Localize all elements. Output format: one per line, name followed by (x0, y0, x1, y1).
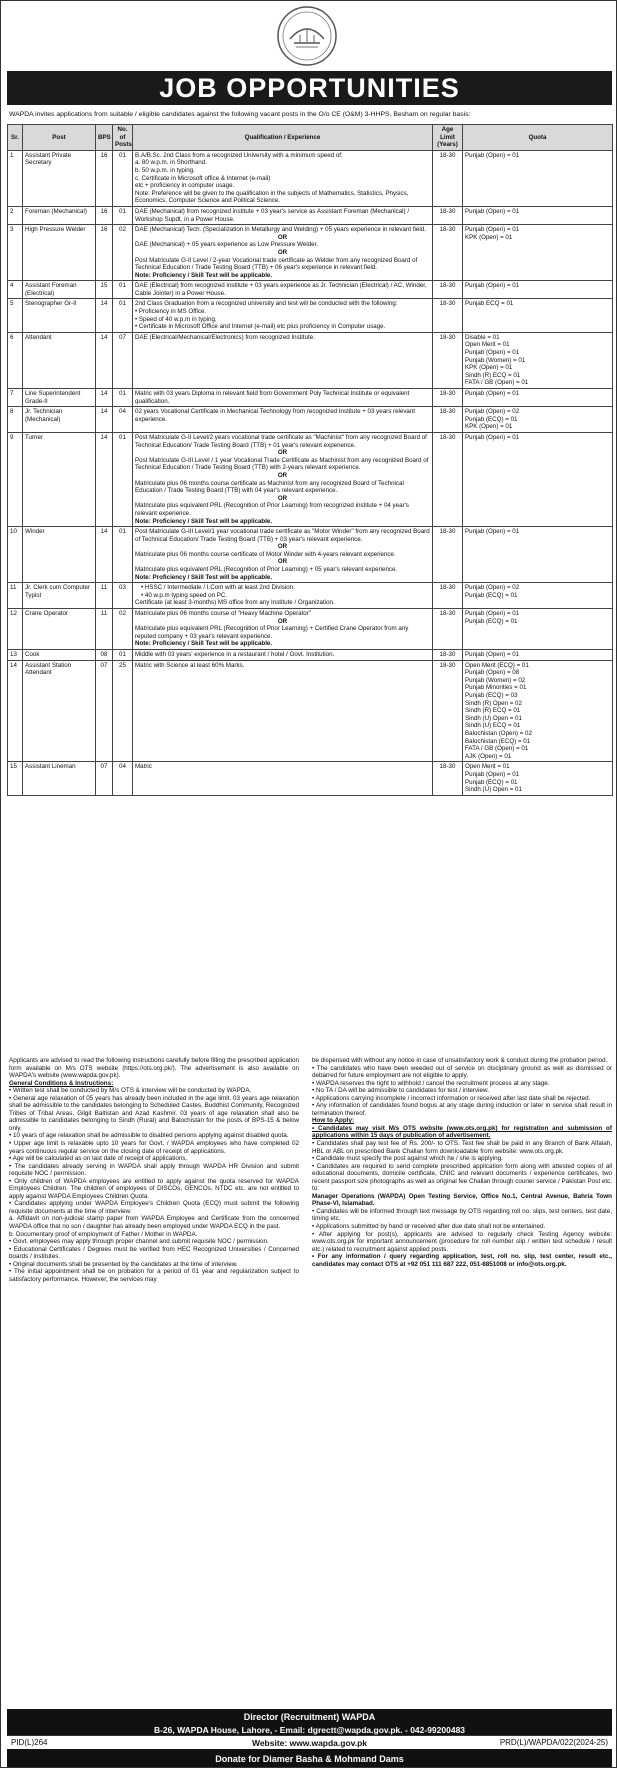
cell-no-of-posts: 01 (113, 150, 133, 206)
condition-item: • Original documents shall be presented by the candidates at the time of interview. (9, 1260, 238, 1268)
qualification-line: Note: Preference will be given to the qualification in the subjects of Mathematics, Statistics, Physics, Economics, Computer Science and Political Science. (135, 189, 409, 205)
quota-line: FATA / GB (Open) = 01 (465, 379, 529, 387)
cell-age-limit: 18-30 (433, 299, 463, 332)
quota-line: Punjab (Women) = 02 (465, 676, 526, 684)
quota-line: Open Merit (ECQ) = 01 (465, 661, 529, 669)
cell-no-of-posts: 01 (113, 299, 133, 332)
header-qualification: Qualification / Experience (133, 125, 433, 151)
cell-quota (463, 660, 613, 762)
how-to-apply-first: • Candidates may visit M/s OTS website (www.ots.org.pk) for registration and submission of applications within 15 days of publication of advertisement. (312, 1124, 612, 1140)
quota-line: Punjab (Open) = 01 (465, 610, 520, 618)
cell-bps: 16 (96, 225, 113, 281)
table-row (8, 432, 613, 526)
qualification-line: B.A/B.Sc. 2nd Class from a recognized University with a minimum speed of: (135, 151, 343, 159)
condition-item: • Candidates shall pay test fee of Rs. 200/- to OTS. Test fee shall be paid in any Branch of Bank Alfalah, HBL or ABL on prescribed Bank Challan form downloadable from website: www.ots.org.pk. (312, 1140, 612, 1155)
cell-age-limit: 18-30 (433, 762, 463, 795)
cell-sr: 8 (8, 407, 23, 433)
donate-banner: Donate for Diamer Basha & Mohmand Dams (7, 1751, 612, 1767)
footer-website: Website: www.wapda.gov.pk (251, 1738, 368, 1748)
cell-sr: 9 (8, 432, 23, 526)
condition-item: Manager Operations (WAPDA) Open Testing Service, Office No.1, Central Avenue, Bahria Town Phase-VI, Islamabad. (312, 1192, 612, 1208)
quota-line: Balochistan (ECQ) = 01 (465, 737, 531, 745)
cell-quota (463, 389, 613, 407)
jobs-table-body (8, 150, 613, 795)
cell-age-limit: 18-30 (433, 407, 463, 433)
cell-bps: 16 (96, 206, 113, 224)
condition-item: • Age will be calculated as on last date of receipt of applications. (9, 1155, 188, 1163)
quota-line: Punjab (Open) = 01 (465, 651, 520, 658)
cell-age-limit: 18-30 (433, 206, 463, 224)
cell-no-of-posts: 04 (113, 407, 133, 433)
table-row (8, 762, 613, 795)
cell-bps: 14 (96, 407, 113, 433)
cell-bps: 11 (96, 609, 113, 650)
cell-age-limit: 18-30 (433, 389, 463, 407)
cell-quota (463, 527, 613, 583)
condition-item: • Candidate must specify the post against which he / she is applying. (312, 1155, 503, 1163)
qualification-line: DAE (Mechanical) Tech. (Specialization in Metallurgy and Welding) + 05 years experience in relevant field. (135, 226, 426, 234)
cell-quota (463, 650, 613, 661)
cell-quota (463, 762, 613, 795)
cell-age-limit: 18-30 (433, 150, 463, 206)
table-row (8, 527, 613, 583)
quota-line: Punjab (ECQ) = 01 (465, 778, 518, 786)
cell-post: Foreman (Mechanical) (23, 206, 96, 224)
qualification-line: Matric with 03 years Diploma in relevant field from Government Poly Technical Institute or equivalent qualification. (135, 390, 410, 405)
qualification-line: Matriculate plus 06 months course of "Heavy Machine Operator" (135, 610, 312, 618)
quota-line: Punjab (Open) = 01 (465, 207, 520, 215)
quota-line: Punjab (Open) = 01 (465, 528, 520, 536)
cell-post: Assistant Private Secretary (23, 150, 96, 206)
cell-sr: 4 (8, 281, 23, 299)
cell-quota (463, 432, 613, 526)
qualification-line: Post Matriculate G-III Level/1 year vocational trade certificate as "Motor Winder" from any recognized Board of Technical Education/ Trade Testing Board (TTB) + 03 year's relevant experience. (135, 528, 430, 543)
quota-line: Open Merit = 01 (465, 341, 510, 349)
cell-no-of-posts: 01 (113, 281, 133, 299)
qualification-line: Matric (135, 763, 152, 771)
cell-sr: 6 (8, 332, 23, 388)
cell-qualification (133, 389, 433, 407)
condition-item: • Only children of WAPDA employees are entitled to apply against the quota reserved for WAPDA Employees Children. The children of employees of DISCOs, GENCOs, NTDC etc. are not entitled to apply against WAPDA Employees Children Quota. (9, 1177, 299, 1200)
qualification-line: Matriculate plus equivalent PRL (Recognition of Prior Learning) + 05 year's relevant experience. (135, 566, 398, 574)
cell-sr: 14 (8, 660, 23, 762)
qualification-line: Middle with 03 years' experience in a restaurant / hotel / Govt. Institution. (135, 651, 335, 658)
jobs-table (7, 124, 613, 796)
or-separator: OR (277, 471, 288, 479)
cell-sr: 13 (8, 650, 23, 661)
quota-line: Punjab (ECQ) = 01 (465, 591, 518, 599)
advice-text: Applicants are advised to read the following instructions carefully before filling the prescribed application form available on M/s OTS website (https://ots.org.pk/). The advertisement is also available on WAPDA's website (www.wapda.gov.pk). (9, 1057, 299, 1080)
cell-bps: 08 (96, 650, 113, 661)
cell-qualification (133, 150, 433, 206)
cell-age-limit: 18-30 (433, 225, 463, 281)
cell-post: Jr. Technician (Mechanical) (23, 407, 96, 433)
quota-line: Sindh (R) ECQ = 01 (465, 707, 521, 715)
general-conditions-list (9, 1087, 299, 1283)
qualification-line: Post Matriculate G-II Level/2 years vocational trade certificate as "Machinist" from any recognized Board of Technical Education/ Trade Testing Board (TTB) + 01 year's relevant experience. (135, 433, 427, 449)
condition-item: • Any information of candidates found bogus at any stage during induction or later in service shall result in termination thereof. (312, 1102, 612, 1117)
or-separator: OR (277, 233, 288, 241)
header-post: Post (23, 125, 96, 151)
cell-bps: 14 (96, 527, 113, 583)
cell-qualification (133, 660, 433, 762)
cell-no-of-posts: 04 (113, 762, 133, 795)
quota-line: Open Merit = 01 (465, 763, 510, 771)
cell-qualification (133, 762, 433, 795)
cell-post: Assistant Station Attendant (23, 660, 96, 762)
cell-post: Assistant Lineman (23, 762, 96, 795)
condition-item: • No TA / DA will be admissible to candidates for test / interview. (312, 1087, 489, 1095)
cell-post: Winder (23, 527, 96, 583)
cell-post: Line Superintendent Grade-II (23, 389, 96, 407)
qualification-line: Matriculate plus equivalent PRL (Recognition of Prior Learning) + Certified Crane Operator from any reputed company + 03 year's relevant experience. (135, 625, 409, 640)
cell-quota (463, 407, 613, 433)
cell-age-limit: 18-30 (433, 660, 463, 762)
cell-bps: 11 (96, 583, 113, 609)
qualification-line: Note: Proficiency / Skill Test will be applicable. (135, 573, 273, 581)
condition-item: • Written test shall be conducted by M/s OTS & interview will be conducted by WAPDA. (9, 1087, 252, 1095)
qualification-line: DAE (Mechanical) from recognized institute + 03 year's service as Assistant Foreman (Mechanical) / Workshop Supdt. in a Power House. (135, 207, 410, 223)
condition-item: • Candidates applying under WAPDA Employee's Children Quota (ECQ) must submit the following requisite documents at the time of interview: (9, 1200, 299, 1215)
cell-age-limit: 18-30 (433, 583, 463, 609)
qualification-line: • 40 w.p.m typing speed on PC. (141, 591, 228, 599)
quota-line: Punjab (ECQ) = 01 (465, 617, 518, 625)
quota-line: Sindh (R) Open = 02 (465, 699, 522, 707)
cell-no-of-posts: 01 (113, 432, 133, 526)
cell-no-of-posts: 01 (113, 527, 133, 583)
condition-item: • Candidates are required to send complete prescribed application form along with attested copies of all educational documents, domicile certificate, CNIC and relevant documents / experience certificates, two recent passport size photographs as well as original fee Challan through courier service / Pakistan Post etc. to: (312, 1162, 612, 1193)
wapda-logo-icon (276, 5, 338, 67)
quota-line: Punjab (Open) = 01 (465, 770, 520, 778)
cell-quota (463, 150, 613, 206)
header-no-of-posts: No. of Posts (113, 125, 133, 151)
cell-age-limit: 18-30 (433, 650, 463, 661)
cell-post: Assistant Foreman (Electrical) (23, 281, 96, 299)
quota-line: KPK (Open) = 01 (465, 233, 513, 241)
qualification-line: Post Matriculate G-II Level / 2-year Vocational trade certificate as Welder from any recognized Board of Technical Education / Trade Testing Board (TTB) + 06 year's experience in relevant field. (135, 256, 418, 272)
table-row (8, 389, 613, 407)
footer-director: Director (Recruitment) WAPDA (243, 1712, 376, 1722)
condition-item: • The candidates already serving in WAPDA shall apply through WAPDA HR Division and submit requisite NOC / permission. (9, 1162, 299, 1178)
qualification-line: • HSSC / Intermediate / I.Com with at least 2nd Division. (141, 584, 295, 592)
or-separator: OR (277, 543, 288, 551)
table-row (8, 583, 613, 609)
cell-quota (463, 609, 613, 650)
cell-qualification (133, 299, 433, 332)
qualification-line: Note: Proficiency / Skill Test will be applicable. (135, 640, 273, 648)
cell-bps: 14 (96, 299, 113, 332)
cell-post: Cook (23, 650, 96, 661)
or-separator: OR (277, 248, 288, 256)
table-row (8, 225, 613, 281)
or-separator: OR (277, 558, 288, 566)
cell-post: Crane Operator (23, 609, 96, 650)
quota-line: Punjab (Open) = 01 (465, 151, 520, 159)
table-row (8, 299, 613, 332)
qualification-line: 02 years Vocational Certificate in Mechanical Technology from recognized Institute + 03 years relevant experience. (135, 408, 416, 423)
quota-line: Punjab (Open) = 02 (465, 408, 520, 416)
cell-bps: 15 (96, 281, 113, 299)
header-bps: BPS (96, 125, 113, 151)
cell-age-limit: 18-30 (433, 281, 463, 299)
general-conditions-right (312, 1057, 612, 1268)
qualification-line: Matric with Science at least 60% Marks. (135, 661, 245, 669)
general-conditions-heading: General Conditions & Instructions: (9, 1079, 114, 1087)
footer-prd: PRD(L)/WAPDA/022(2024-25) (499, 1738, 608, 1747)
cell-qualification (133, 432, 433, 526)
qualification-line: Matriculate plus 06 months course certificate as Machinist from any recognized Board of Technical Education / Trade Testing Board (TTB) with 04 year's relevant experience. (135, 479, 404, 495)
cell-post: Stenographer Gr-II (23, 299, 96, 332)
condition-item: • Educational Certificates / Degrees must be verified from HEC Recognized Universities / Concerned boards / institutes. (9, 1245, 299, 1261)
quota-line: Sindh (R) ECQ = 01 (465, 371, 521, 379)
or-separator: OR (277, 494, 288, 502)
cell-no-of-posts: 25 (113, 660, 133, 762)
table-row (8, 650, 613, 661)
quota-line: FATA / GB (Open) = 01 (465, 745, 529, 753)
header-quota: Quota (463, 125, 613, 151)
quota-line: Sindh (U) Open = 01 (465, 714, 522, 722)
cell-bps: 14 (96, 432, 113, 526)
cell-sr: 3 (8, 225, 23, 281)
quota-line: Punjab (ECQ) = 01 (465, 415, 518, 423)
cell-bps: 07 (96, 660, 113, 762)
cell-quota (463, 206, 613, 224)
quota-line: Punjab Minorities = 01 (465, 684, 527, 692)
cell-qualification (133, 583, 433, 609)
quota-line: Punjab (Open) = 01 (465, 349, 520, 357)
cell-quota (463, 299, 613, 332)
cell-no-of-posts: 07 (113, 332, 133, 388)
footer-strip (7, 1735, 612, 1749)
cell-sr: 7 (8, 389, 23, 407)
cell-quota (463, 332, 613, 388)
table-row (8, 660, 613, 762)
cell-sr: 5 (8, 299, 23, 332)
conditions-continued-list (312, 1057, 612, 1117)
cell-age-limit: 18-30 (433, 432, 463, 526)
qualification-line: c. Certificate in Microsoft office & Internet (e-mail) (135, 174, 271, 182)
cell-post: Turner (23, 432, 96, 526)
quota-line: Disable = 01 (465, 333, 500, 341)
cell-sr: 1 (8, 150, 23, 206)
cell-sr: 12 (8, 609, 23, 650)
cell-sr: 11 (8, 583, 23, 609)
quota-line: Sindh (U) Open = 01 (465, 786, 522, 794)
table-row (8, 150, 613, 206)
cell-no-of-posts: 01 (113, 206, 133, 224)
general-conditions-left (9, 1057, 299, 1283)
quota-line: Punjab (Open) = 01 (465, 282, 520, 290)
table-header-row (8, 125, 613, 151)
cell-bps: 14 (96, 332, 113, 388)
or-separator: OR (277, 617, 288, 625)
table-row (8, 206, 613, 224)
cell-qualification (133, 332, 433, 388)
header-age-limit: Age Limit (Years) (433, 125, 463, 151)
cell-no-of-posts: 01 (113, 650, 133, 661)
qualification-line: a. 80 w.p.m. in Shorthand. (135, 159, 207, 167)
quota-line: Punjab (ECQ) = 03 (465, 691, 518, 699)
quota-line: Punjab (Open) = 01 (465, 433, 520, 441)
quota-line: Punjab (Open) = 01 (465, 226, 520, 234)
quota-line: Balochistan (Open) = 02 (465, 729, 532, 737)
cell-quota (463, 281, 613, 299)
condition-item: a. Affidavit on non-judicial stamp paper from WAPDA Employee and Certificate from the concerned WAPDA office that no son / daughter has already been employed under WAPDA ECQ in the past. (9, 1215, 299, 1231)
quota-line: Punjab (Open) = 02 (465, 584, 520, 592)
qualification-line: etc + proficiency in computer usage. (135, 182, 235, 190)
qualification-line: DAE (Electrical) from recognized institute + 03 years experience as Jr. Technician (Electrical) / AC, Winder, Cable Jointer) in a Power House. (135, 282, 427, 297)
cell-age-limit: 18-30 (433, 609, 463, 650)
qualification-line: Note: Proficiency / Skill Test will be applicable. (135, 271, 273, 279)
table-row (8, 407, 613, 433)
cell-age-limit: 18-30 (433, 527, 463, 583)
intro-text: WAPDA invites applications from suitable / eligible candidates against the following vacant posts in the O/o CE (O&M) 3-HHPS, Besham on regular basis: (9, 111, 471, 118)
qualification-line: 2nd Class Graduation from a recognized university and test will be conducted with the following: (135, 300, 398, 308)
table-row (8, 332, 613, 388)
cell-post: Attendant (23, 332, 96, 388)
cell-quota (463, 225, 613, 281)
qualification-line: DAE (Electrical/Mechanical/Electronics) from recognized Institute. (135, 333, 315, 341)
cell-sr: 10 (8, 527, 23, 583)
cell-no-of-posts: 02 (113, 225, 133, 281)
cell-qualification (133, 609, 433, 650)
footer-pid: PID(L)264 (11, 1738, 48, 1747)
cell-no-of-posts: 03 (113, 583, 133, 609)
condition-item: • General age relaxation of 05 years has already been included in the age limit. 03 years age relaxation shall be admissible to the candidates belonging to Scheduled Castes, Buddhist Community, Recognized Tribes of Tribal Areas, Gilgit Baltistan and Azad Kashmir. 03 years of age relaxation shall also be admissible to candidates belonging to Sindh (Rural) and Balochistan for the posts of BPS-15 & below only. (9, 1094, 299, 1132)
cell-qualification (133, 225, 433, 281)
qualification-line: Matriculate plus equivalent PRL (Recognition of Prior Learning) from recognized institute + 04 year's relevant experience. (135, 502, 409, 517)
condition-item: • Applications carrying incomplete / incorrect information or received after last date shall be rejected. (312, 1094, 591, 1102)
how-to-apply-list (312, 1140, 612, 1268)
header-sr: Sr. (8, 125, 23, 151)
cell-sr: 2 (8, 206, 23, 224)
condition-item: be dispensed with without any notice in case of unsatisfactory work & conduct during the probation period. (312, 1057, 608, 1064)
quota-line: KPK (Open) = 01 (465, 423, 513, 431)
quota-line: Sindh (U) ECQ = 01 (465, 722, 521, 730)
quota-line: Punjab ECQ = 01 (465, 300, 514, 308)
table-row (8, 609, 613, 650)
table-row (8, 281, 613, 299)
footer-address: B-26, WAPDA House, Lahore, - Email: dgrectt@wapda.gov.pk. - 042-99200483 (153, 1725, 466, 1735)
qualification-line: Post Matriculate G-III Level / 1 year Vocational Trade Certificate as Machinist from any recognized Board of Technical Education / Trade Testing Board (TTB) with 2-years relevant experience. (135, 456, 429, 472)
qualification-line: DAE (Mechanical) + 05 years experience as Low Pressure Welder. (135, 241, 319, 249)
cell-bps: 14 (96, 389, 113, 407)
cell-no-of-posts: 01 (113, 389, 133, 407)
cell-post: Jr. Clerk cum Computer Typist (23, 583, 96, 609)
cell-post: High Pressure Welder (23, 225, 96, 281)
quota-line: KPK (Open) = 01 (465, 364, 513, 372)
or-separator: OR (277, 449, 288, 457)
qualification-line: Matriculate plus 06 months course certificate of Motor Winder with 4-years relevant experience. (135, 550, 396, 558)
cell-sr: 15 (8, 762, 23, 795)
how-to-apply-heading: How to Apply: (312, 1117, 355, 1125)
condition-item: • For any information / query regarding application, test, roll no. slip, test center, result etc., candidates may contact OTS at +92 051 111 687 222, 051-8851008 or info@ots.org.pk. (312, 1253, 612, 1268)
qualification-line: • Proficiency in MS Office. (135, 308, 207, 316)
quota-line: AJK (Open) = 01 (465, 752, 512, 760)
condition-item: b. Documentary proof of employment of Father / Mother in WAPDA. (9, 1230, 198, 1238)
qualification-line: Certificate (at least 3-months) MS office from any Institute / Organization. (135, 599, 335, 607)
qualification-line: • Certificate in Microsoft Office and Internet (e-mail) etc plus proficiency in Computer usage. (135, 323, 386, 331)
cell-qualification (133, 650, 433, 661)
cell-qualification (133, 206, 433, 224)
condition-item: • WAPDA reserves the right to withhold / cancel the recruitment process at any stage. (312, 1079, 550, 1087)
cell-age-limit: 18-30 (433, 332, 463, 388)
quota-line: Punjab (Open) = 08 (465, 669, 520, 677)
qualification-line: Note: Proficiency / Skill Test will be applicable. (135, 517, 273, 525)
condition-item: • The initial appointment shall be on probation for a period of 01 year and regularization subject to satisfactory performance. However, the services may (9, 1268, 299, 1283)
qualification-line: b. 50 w.p.m. in typing. (135, 166, 195, 174)
condition-item: • Govt. employees may apply through proper channel and submit requisite NOC / permission. (9, 1238, 269, 1246)
cell-qualification (133, 281, 433, 299)
quota-line: Punjab (Women) = 01 (465, 356, 526, 364)
cell-qualification (133, 407, 433, 433)
page-title: JOB OPPORTUNITIES (7, 71, 612, 105)
condition-item: • 10 years of age relaxation shall be admissible to disabled persons applying against disabled quota. (9, 1132, 289, 1140)
condition-item: • Applications submitted by hand or received after due date shall not be entertained. (312, 1223, 546, 1231)
cell-no-of-posts: 02 (113, 609, 133, 650)
condition-item: • Candidates will be informed through text message by OTS regarding roll no. slips, test centers, test date, timing etc. (312, 1207, 612, 1223)
condition-item: • The candidates who have been weeded out of service on disciplinary ground as well as dismissed or debarred for future employment are not eligible to apply. (312, 1064, 612, 1080)
condition-item: • After applying for post(s), applicants are advised to regularly check Testing Agency website: www.ots.org.pk for important announcement (procedure for roll number slip / written test schedule / result etc.) related to recruitment against applied posts. (312, 1230, 612, 1253)
cell-quota (463, 583, 613, 609)
qualification-line: • Speed of 40 w.p.m in typing. (135, 315, 217, 323)
condition-item: • Upper age limit is relaxable upto 10 years for Govt. / WAPDA employees who have completed 02 years continuous regular service on the closing date of receipt of applications. (9, 1140, 299, 1155)
quota-line: Punjab (Open) = 01 (465, 390, 520, 397)
cell-bps: 16 (96, 150, 113, 206)
cell-qualification (133, 527, 433, 583)
cell-bps: 07 (96, 762, 113, 795)
